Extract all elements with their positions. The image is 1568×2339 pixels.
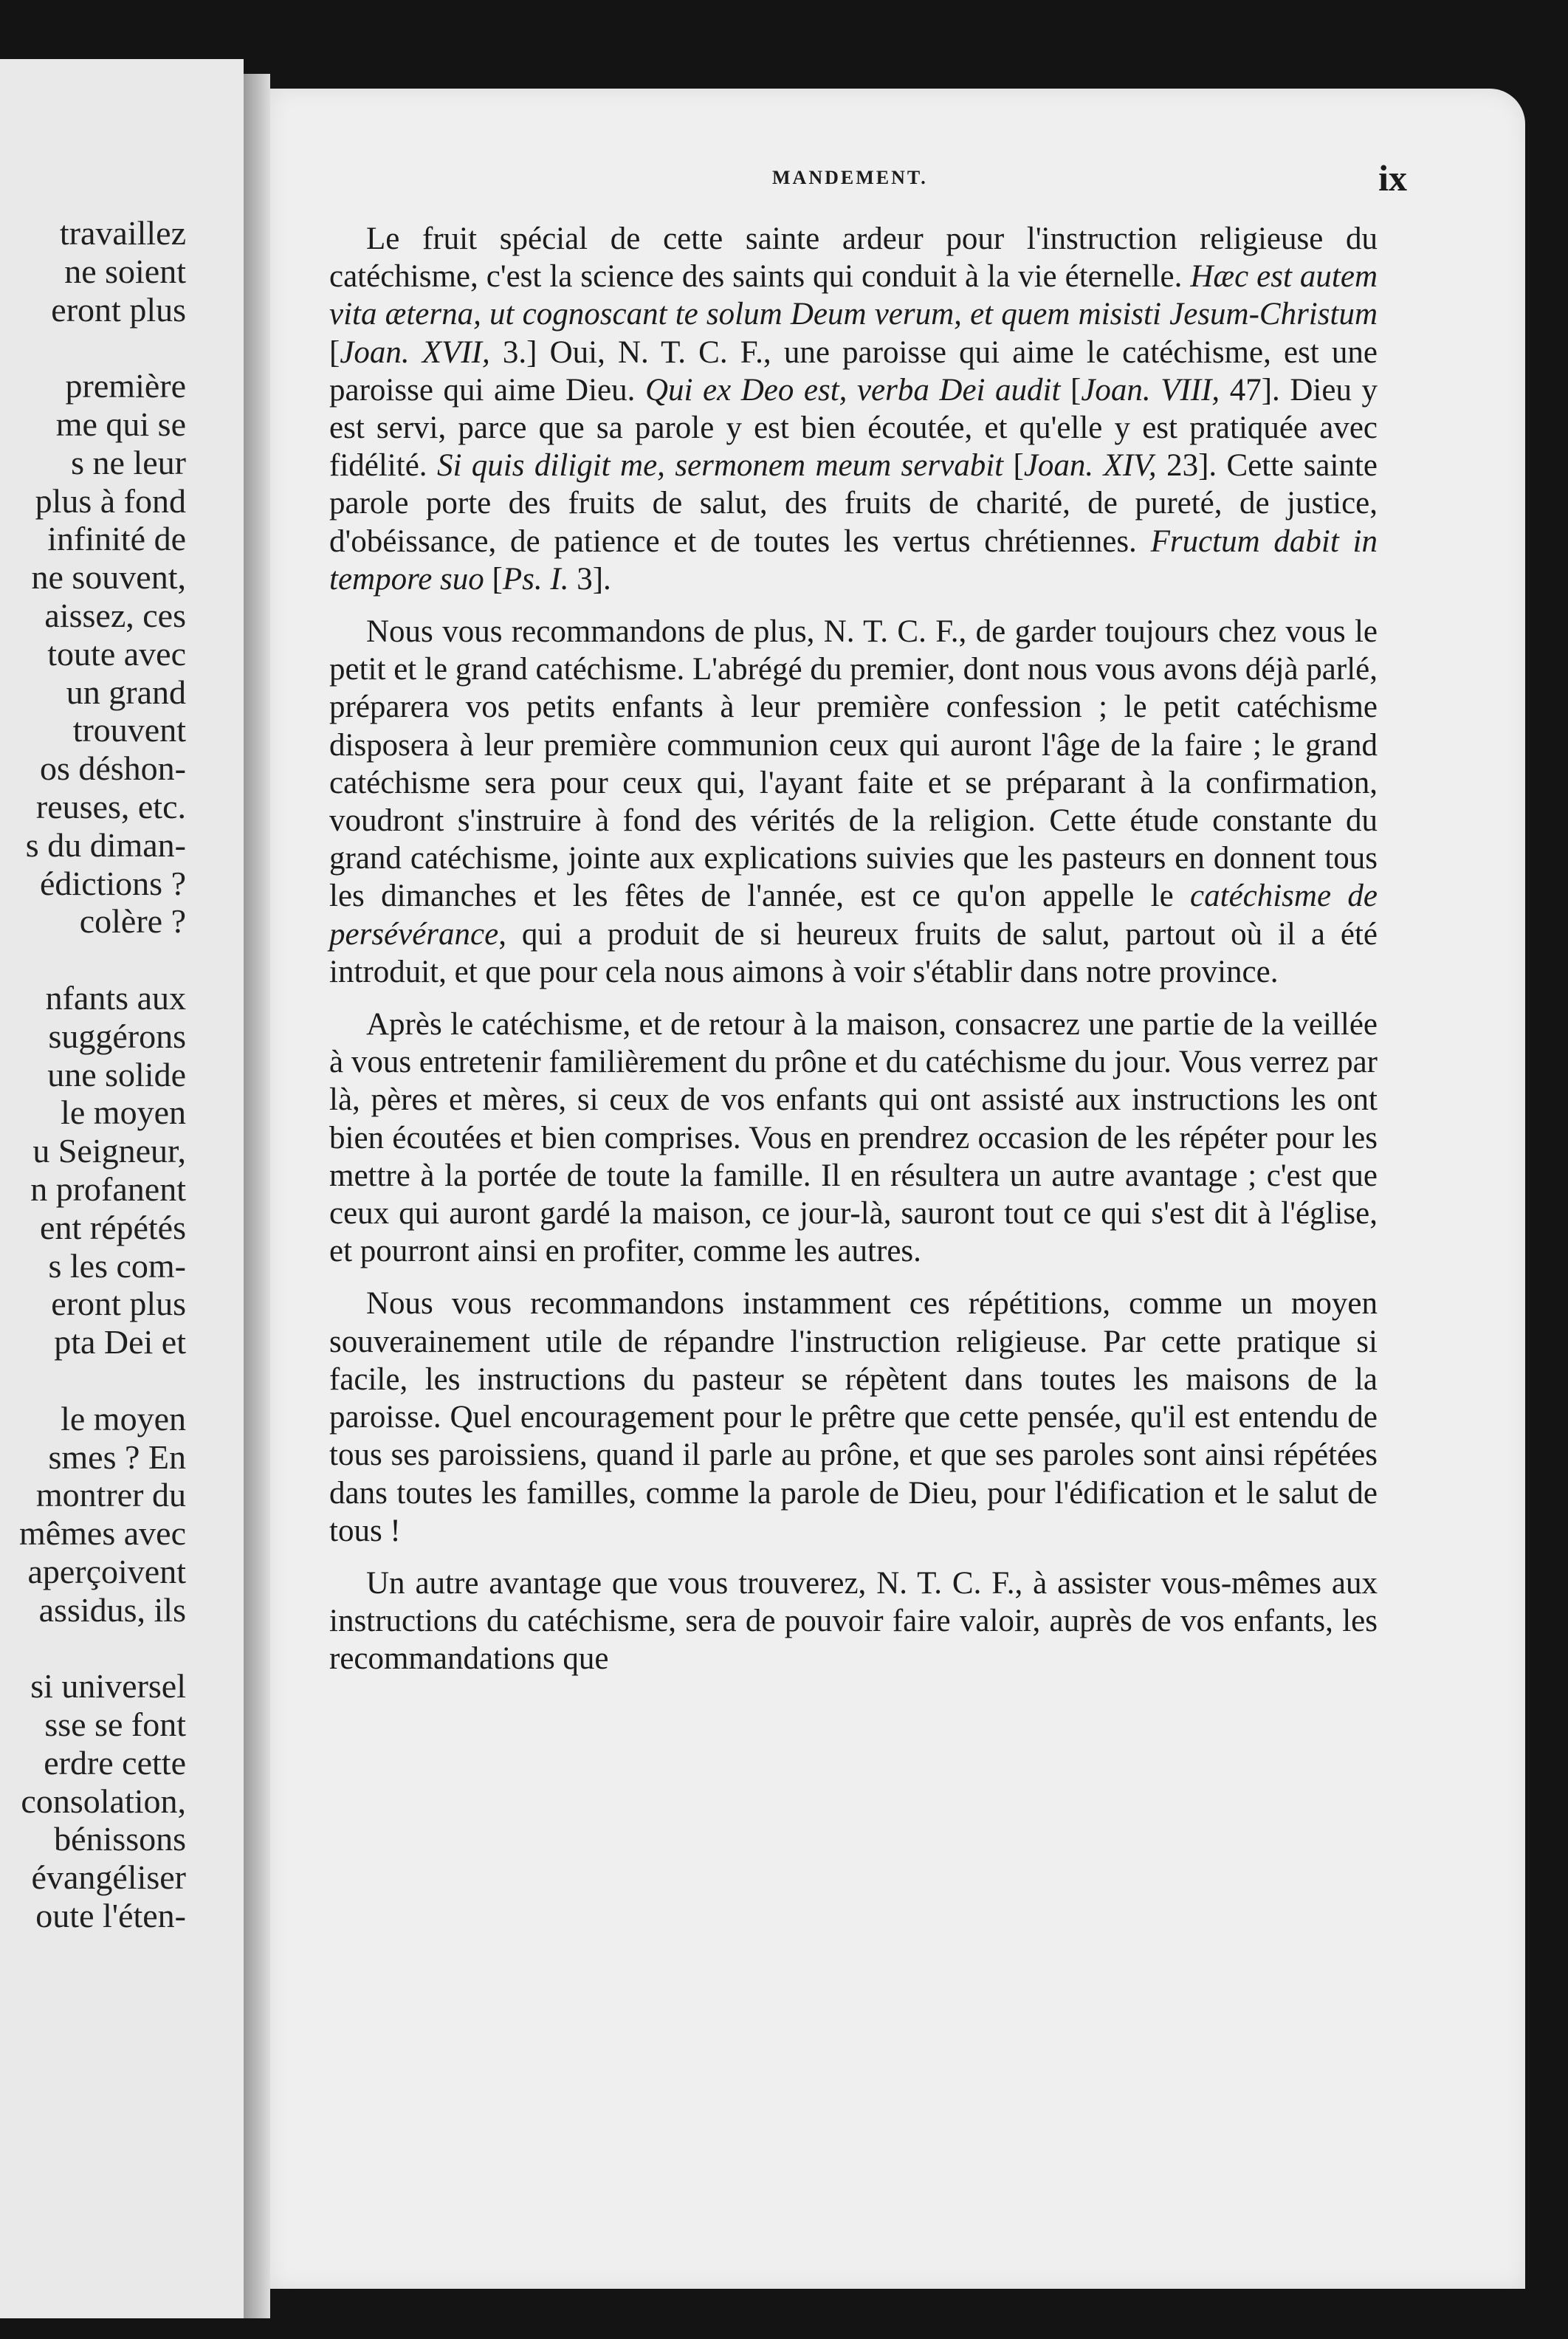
paragraph — [329, 1565, 1378, 1678]
left-page-line: sse se font — [44, 1706, 186, 1744]
left-page-line: me qui se — [55, 405, 186, 443]
text-run: Le fruit spécial de cette sainte ardeur pour l'instruction religieuse du catéchisme, c'est la science des saints qui conduit à la vie éternelle. — [329, 221, 1378, 295]
left-page-line: s les com- — [48, 1246, 186, 1285]
left-page-line: édictions ? — [40, 864, 186, 902]
running-title: MANDEMENT. — [772, 167, 928, 188]
left-page-line: erdre cette — [44, 1743, 186, 1782]
latin-quotation: Joan. XIV, — [1023, 448, 1157, 484]
left-page-text — [19, 214, 186, 1935]
left-page-line: consolation, — [21, 1782, 186, 1820]
left-page-line: os déshon- — [39, 749, 186, 788]
paragraph — [329, 1285, 1378, 1549]
latin-quotation: Hæc est autem vita æterna, ut cognoscant te solum Deum verum, et quem misisti Jesum-Christum — [329, 259, 1378, 332]
left-page-line — [19, 329, 186, 367]
text-run: Après le catéchisme, et de retour à la maison, consacrez une partie de la veillée à vous entretenir familièrement du prône et du catéchisme du jour. Vous verrez par là, pères et mères, si ceux de vos enfants qui ont assisté aux instructions les ont bien écoutées et bien comprises. Vous en prendrez occasion de les répéter pour les mettre à la portée de toute la famille. Il en résultera un autre avantage ; c'est que ceux qui auront gardé la maison, ce jour-là, sauront tout ce qui s'est dit à l'église, et pourront ainsi en profiter, comme les autres. — [329, 1007, 1378, 1269]
paragraph — [329, 613, 1378, 991]
text-run: [ — [1060, 372, 1082, 408]
left-page-line: une solide — [47, 1055, 186, 1093]
left-page-line: aperçoivent — [27, 1552, 186, 1590]
left-page-line: n profanent — [30, 1170, 186, 1208]
left-page-line: travaillez — [59, 214, 186, 252]
left-page-line: s du diman- — [25, 825, 186, 864]
main-page — [270, 89, 1525, 2289]
left-page-line: infinité de — [47, 520, 186, 558]
left-page-line: reuses, etc. — [35, 787, 186, 825]
text-run: 47]. Dieu y est servi, parce que sa parole y est bien écoutée, et qu'elle y est pratiquée avec fidélité. — [329, 372, 1378, 484]
text-run: Un autre avantage que vous trouverez, N. T. C. F., à assister vous-mêmes aux instructions du catéchisme, sera de pouvoir faire valoir, auprès de vos enfants, les recommandations que — [329, 1565, 1378, 1677]
left-page-line: mêmes avec — [18, 1514, 186, 1553]
text-run: , qui a produit de si heureux fruits de salut, partout où il a été introduit, et que pour cela nous aimons à voir s'établir dans notre province. — [329, 916, 1378, 989]
text-run: 3]. — [568, 561, 611, 597]
latin-quotation: Joan. VIII, — [1081, 372, 1220, 408]
latin-quotation: Si quis diligit me, sermonem meum servabit — [436, 448, 1004, 484]
left-page-line: ne soient — [64, 252, 186, 290]
book-gutter — [244, 74, 270, 2318]
body-text — [329, 220, 1378, 1693]
latin-quotation: Ps. I. — [502, 561, 569, 597]
left-page-line: montrer du — [35, 1476, 186, 1514]
latin-quotation: Joan. XVII, — [340, 334, 490, 370]
left-page-line: s ne leur — [71, 443, 186, 481]
left-page-line — [19, 941, 186, 979]
text-run: 3.] Oui, N. T. C. F., une paroisse qui aime le catéchisme, est une paroisse qui aime Dieu. — [329, 334, 1378, 408]
left-page-line: aissez, ces — [44, 596, 186, 634]
left-page-line: trouvent — [72, 711, 186, 749]
text-run: Nous vous recommandons instamment ces répétitions, comme un moyen souverainement utile de répandre l'instruction religieuse. Par cette pratique si facile, les instructions du pasteur se répètent dans toutes les maisons de la paroisse. Quel encouragement pour le prêtre que cette pensée, qu'il est entendu de tous ses paroissiens, quand il parle au prône, et que ses paroles sont ainsi répétées dans toutes les familles, comme la parole de Dieu, pour l'édification et le salut de tous ! — [329, 1286, 1378, 1548]
text-run: [ — [329, 334, 340, 370]
left-page-line: bénissons — [54, 1820, 186, 1858]
left-page-line: le moyen — [61, 1093, 186, 1132]
page-number: ix — [1378, 157, 1407, 199]
latin-quotation: catéchisme de persévérance — [329, 879, 1378, 952]
left-page-line: toute avec — [47, 634, 186, 673]
left-page-line: smes ? En — [48, 1438, 186, 1476]
left-page-line: eront plus — [51, 1285, 186, 1323]
left-page-line: première — [65, 367, 186, 405]
latin-quotation: Qui ex Deo est, verba Dei audit — [644, 372, 1061, 408]
left-page-line: ne souvent, — [31, 558, 186, 597]
left-page-line: eront plus — [51, 290, 186, 329]
running-head — [270, 157, 1525, 201]
left-page-line: un grand — [66, 673, 186, 711]
left-page-line: évangéliser — [31, 1858, 186, 1897]
paragraph — [329, 220, 1378, 598]
left-page-line: le moyen — [61, 1399, 186, 1438]
text-run: 23]. Cette sainte parole porte des fruits de salut, des fruits de charité, de pureté, de justice, d'obéissance, de patience et de toutes les vertus chrétiennes. — [329, 448, 1378, 559]
left-page-line — [19, 1629, 186, 1667]
left-page-line: plus à fond — [35, 481, 186, 520]
text-run: [ — [484, 561, 503, 597]
left-page-line: suggérons — [48, 1017, 186, 1055]
left-page-line: ent répétés — [40, 1208, 186, 1246]
left-page-line: assidus, ils — [38, 1590, 186, 1629]
paragraph — [329, 1006, 1378, 1270]
left-page-line: nfants aux — [45, 978, 186, 1017]
left-page-line: si universel — [30, 1667, 186, 1706]
left-page-line: colère ? — [79, 902, 186, 941]
left-page-line: pta Dei et — [54, 1323, 186, 1361]
latin-quotation: Fructum dabit in tempore suo — [329, 523, 1378, 597]
text-run: Nous vous recommandons de plus, N. T. C. F., de garder toujours chez vous le petit et le grand catéchisme. L'abrégé du premier, dont nous vous avons déjà parlé, préparera vos petits enfants à leur première confession ; le petit catéchisme disposera à leur première communion ceux qui auront l'âge de la faire ; le grand catéchisme sera pour ceux qui, l'ayant faite et se préparant à la confirmation, voudront s'instruire à fond des vérités de la religion. Cette étude constante du grand catéchisme, jointe aux explications suivies que les pasteurs en donnent tous les dimanches et les fêtes de l'année, est ce qu'on appelle le — [329, 614, 1378, 914]
left-page — [0, 59, 244, 2318]
left-page-line: u Seigneur, — [32, 1132, 186, 1170]
left-page-line — [19, 1361, 186, 1400]
text-run: [ — [1003, 448, 1024, 484]
left-page-line: oute l'éten- — [35, 1897, 186, 1935]
